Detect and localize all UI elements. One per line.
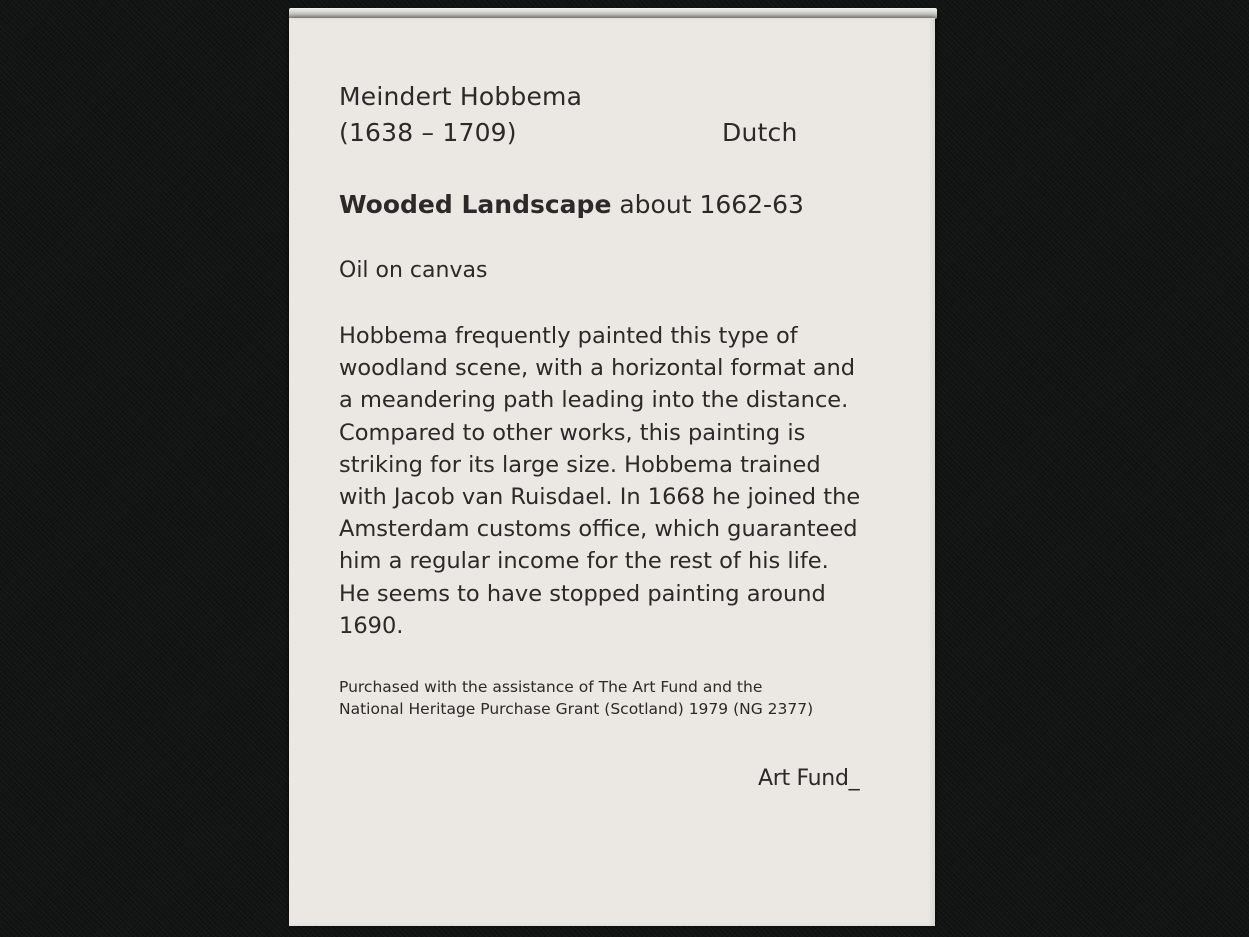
credit-line: Purchased with the assistance of The Art Fund and the — [339, 678, 763, 696]
description-line: Compared to other works, this painting is — [339, 419, 806, 446]
artwork-title-line — [339, 190, 804, 219]
description-line: Amsterdam customs office, which guaranteed — [339, 516, 858, 543]
description-line: striking for its large size. Hobbema trained — [339, 451, 821, 478]
acquisition-credit — [339, 676, 813, 720]
description-line: a meandering path leading into the distance. — [339, 387, 849, 414]
description-line: He seems to have stopped painting around — [339, 580, 826, 607]
artwork-description — [339, 320, 879, 642]
description-line: woodland scene, with a horizontal format and — [339, 355, 856, 382]
description-line: him a regular income for the rest of his life. — [339, 548, 829, 575]
credit-line: National Heritage Purchase Grant (Scotland) 1979 (NG 2377) — [339, 700, 814, 718]
artwork-medium: Oil on canvas — [339, 258, 488, 283]
artwork-date: about 1662-63 — [619, 190, 804, 219]
art-fund-logo: Art Fund_ — [758, 766, 860, 791]
artist-dates: (1638 – 1709) — [339, 118, 517, 147]
artist-nationality: Dutch — [722, 118, 798, 147]
artwork-title: Wooded Landscape — [339, 190, 612, 219]
museum-label-card — [289, 18, 935, 926]
description-line: 1690. — [339, 612, 404, 639]
description-line: with Jacob van Ruisdael. In 1668 he joined the — [339, 484, 861, 511]
description-line: Hobbema frequently painted this type of — [339, 323, 798, 349]
artist-name: Meindert Hobbema — [339, 82, 583, 111]
